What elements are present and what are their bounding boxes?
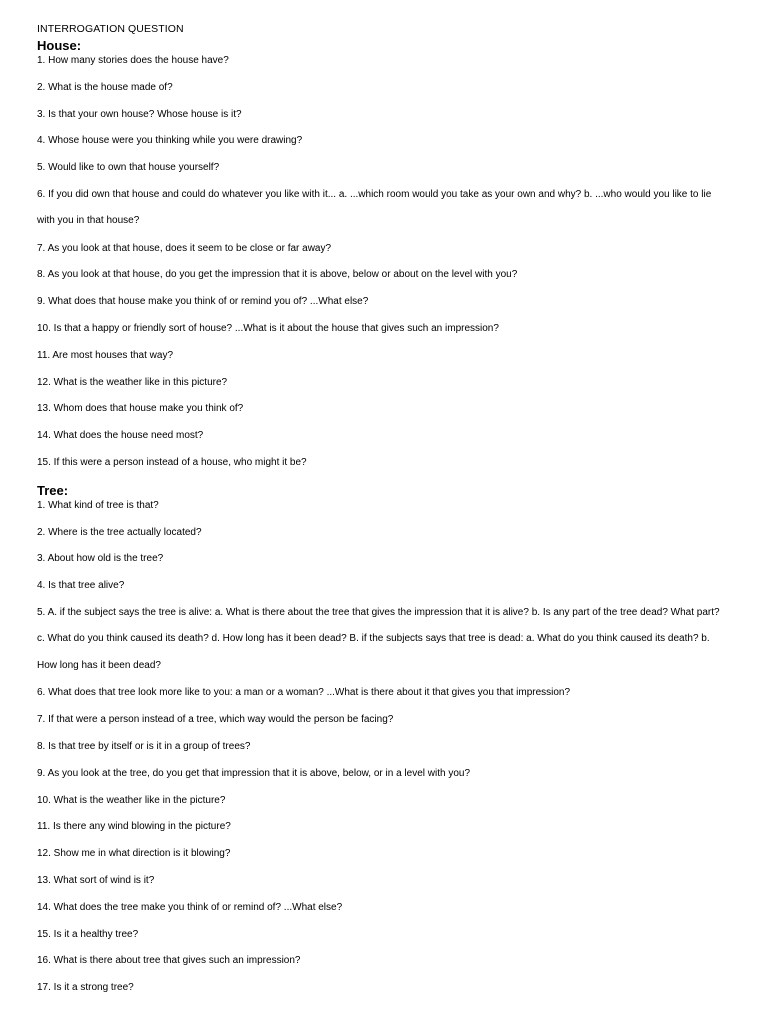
house-question-2: 2. What is the house made of? xyxy=(37,81,173,93)
tree-question-6: 6. What does that tree look more like to you: a man or a woman? ...What is there about it that gives you that impression? xyxy=(37,687,571,699)
tree-question-5: 5. A. if the subject says the tree is alive: a. What is there about the tree that gives the impression that it is alive? b. Is any part of the tree dead? What part? c. What do you think caused its death? d. How long has it been dead? B. if the subjects says that tree is dead: a. What do you think caused its death? b. How long has it been dead? xyxy=(37,606,720,672)
tree-question-12: 12. Show me in what direction is it blowing? xyxy=(37,848,231,860)
tree-question-list xyxy=(37,499,728,995)
document-title: INTERROGATION QUESTION xyxy=(37,23,184,35)
house-question-14: 14. What does the house need most? xyxy=(37,430,204,442)
tree-question-8: 8. Is that tree by itself or is it in a group of trees? xyxy=(37,740,251,752)
tree-question-13: 13. What sort of wind is it? xyxy=(37,874,155,886)
tree-question-15: 15. Is it a healthy tree? xyxy=(37,928,139,940)
house-question-1: 1. How many stories does the house have? xyxy=(37,55,229,66)
tree-question-1: 1. What kind of tree is that? xyxy=(37,499,159,511)
tree-question-10: 10. What is the weather like in the picture? xyxy=(37,794,226,806)
house-question-12: 12. What is the weather like in this picture? xyxy=(37,376,228,388)
house-question-9: 9. What does that house make you think of or remind you of? ...What else? xyxy=(37,296,369,308)
tree-section xyxy=(37,483,728,995)
house-question-6: 6. If you did own that house and could do whatever you like with it... a. ...which room would you take as your own and why? b. ...who would you like to lie with you in that house? xyxy=(37,188,712,227)
house-question-13: 13. Whom does that house make you think of? xyxy=(37,403,244,415)
house-question-8: 8. As you look at that house, do you get the impression that it is above, below or about on the level with you? xyxy=(37,269,518,281)
house-heading: House: xyxy=(37,38,82,53)
house-question-list xyxy=(37,54,728,470)
house-question-3: 3. Is that your own house? Whose house is it? xyxy=(37,108,242,120)
house-question-15: 15. If this were a person instead of a house, who might it be? xyxy=(37,456,307,468)
tree-question-11: 11. Is there any wind blowing in the picture? xyxy=(37,821,231,833)
tree-question-3: 3. About how old is the tree? xyxy=(37,553,164,565)
tree-question-2: 2. Where is the tree actually located? xyxy=(37,526,202,538)
house-question-10: 10. Is that a happy or friendly sort of house? ...What is it about the house that gives such an impression? xyxy=(37,322,499,334)
tree-question-9: 9. As you look at the tree, do you get that impression that it is above, below, or in a level with you? xyxy=(37,767,471,779)
tree-question-7: 7. If that were a person instead of a tree, which way would the person be facing? xyxy=(37,714,394,726)
tree-question-16: 16. What is there about tree that gives such an impression? xyxy=(37,955,301,967)
tree-question-4: 4. Is that tree alive? xyxy=(37,580,125,592)
house-question-7: 7. As you look at that house, does it seem to be close or far away? xyxy=(37,242,332,254)
house-question-5: 5. Would like to own that house yourself? xyxy=(37,162,220,174)
house-section xyxy=(37,38,728,470)
house-question-4: 4. Whose house were you thinking while you were drawing? xyxy=(37,135,303,147)
tree-question-14: 14. What does the tree make you think of or remind of? ...What else? xyxy=(37,901,343,913)
tree-question-17: 17. Is it a strong tree? xyxy=(37,982,134,994)
tree-heading: Tree: xyxy=(37,482,69,498)
house-question-11: 11. Are most houses that way? xyxy=(37,349,174,361)
